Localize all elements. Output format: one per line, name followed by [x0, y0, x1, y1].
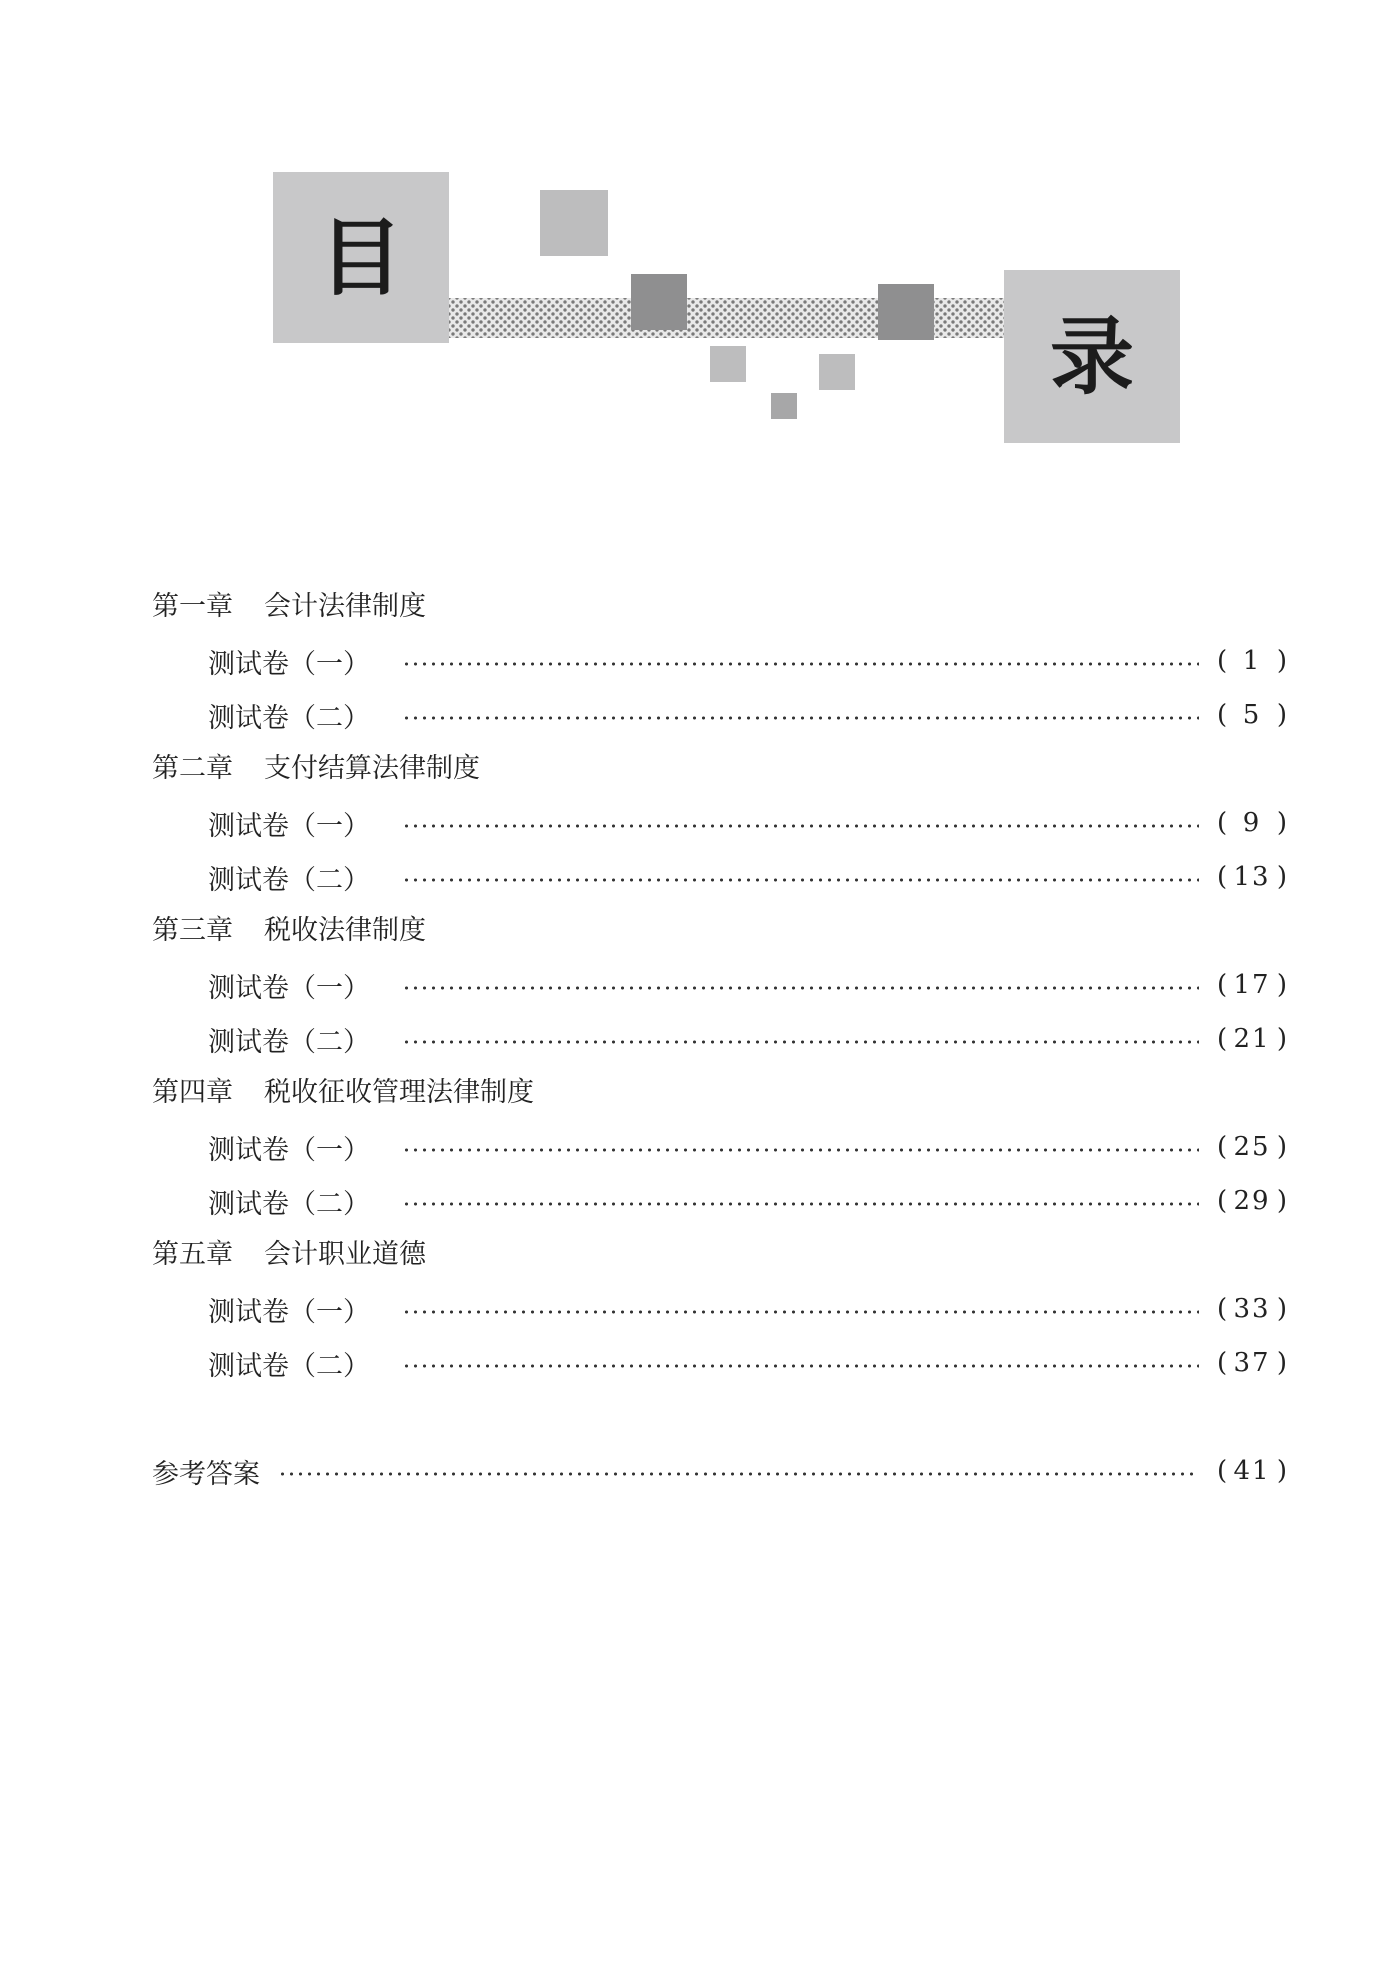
deco-square-3 [878, 284, 934, 340]
dot-leader [402, 662, 1199, 666]
dot-leader [402, 986, 1199, 990]
chapter-title: 税收法律制度 [264, 915, 426, 946]
toc-entry-3-2[interactable] [152, 1012, 1287, 1066]
page-number: ( 37 ) [1217, 1348, 1287, 1378]
dot-leader [402, 824, 1199, 828]
chapter-heading-3 [152, 904, 1287, 958]
entry-label: 参考答案 [152, 1458, 260, 1490]
chapter-number: 第二章 [152, 753, 233, 784]
page-number: ( 1 ) [1217, 646, 1287, 676]
dot-leader [278, 1472, 1199, 1476]
entry-label: 测试卷（二） [208, 864, 370, 896]
title-char-right: 录 [1049, 307, 1134, 406]
chapter-number: 第四章 [152, 1077, 233, 1108]
toc-entry-4-2[interactable] [152, 1174, 1287, 1228]
entry-label: 测试卷（二） [208, 702, 370, 734]
toc-entry-4-1[interactable] [152, 1120, 1287, 1174]
entry-label: 测试卷（一） [208, 648, 370, 680]
title-block-right [1004, 270, 1180, 443]
deco-square-2 [631, 274, 687, 330]
dot-leader [402, 878, 1199, 882]
page-number: ( 9 ) [1217, 808, 1287, 838]
dot-leader [402, 1202, 1199, 1206]
spacer [152, 1390, 1287, 1444]
chapter-title: 税收征收管理法律制度 [264, 1077, 534, 1108]
chapter-title: 会计法律制度 [264, 591, 426, 622]
page-number: ( 21 ) [1217, 1024, 1287, 1054]
chapter-number: 第五章 [152, 1239, 233, 1270]
dot-leader [402, 1364, 1199, 1368]
entry-label: 测试卷（一） [208, 810, 370, 842]
deco-square-1 [540, 190, 608, 256]
page-number: ( 5 ) [1217, 700, 1287, 730]
chapter-heading-2 [152, 742, 1287, 796]
toc-entry-2-2[interactable] [152, 850, 1287, 904]
toc-entry-5-1[interactable] [152, 1282, 1287, 1336]
toc-entry-answers[interactable] [152, 1444, 1287, 1498]
chapter-number: 第一章 [152, 591, 233, 622]
page-number: ( 29 ) [1217, 1186, 1287, 1216]
chapter-title: 会计职业道德 [264, 1239, 426, 1270]
chapter-title: 支付结算法律制度 [264, 753, 480, 784]
page-number: ( 25 ) [1217, 1132, 1287, 1162]
entry-label: 测试卷（一） [208, 1296, 370, 1328]
deco-square-5 [819, 354, 855, 390]
page-number: ( 33 ) [1217, 1294, 1287, 1324]
toc-entry-5-2[interactable] [152, 1336, 1287, 1390]
deco-square-6 [771, 393, 797, 419]
dot-leader [402, 1040, 1199, 1044]
page-number: ( 17 ) [1217, 970, 1287, 1000]
entry-label: 测试卷（二） [208, 1188, 370, 1220]
entry-label: 测试卷（二） [208, 1026, 370, 1058]
dot-leader [402, 1148, 1199, 1152]
toc-entry-1-1[interactable] [152, 634, 1287, 688]
title-block-left [273, 172, 449, 343]
chapter-number: 第三章 [152, 915, 233, 946]
chapter-heading-5 [152, 1228, 1287, 1282]
title-char-left: 目 [318, 208, 403, 307]
toc-entry-2-1[interactable] [152, 796, 1287, 850]
page-number: ( 13 ) [1217, 862, 1287, 892]
page-number: ( 41 ) [1217, 1456, 1287, 1486]
toc-entry-1-2[interactable] [152, 688, 1287, 742]
entry-label: 测试卷（二） [208, 1350, 370, 1382]
dot-leader [402, 1310, 1199, 1314]
chapter-heading-4 [152, 1066, 1287, 1120]
chapter-heading-1 [152, 580, 1287, 634]
entry-label: 测试卷（一） [208, 1134, 370, 1166]
toc-header [0, 0, 1398, 460]
table-of-contents [152, 580, 1287, 1498]
toc-entry-3-1[interactable] [152, 958, 1287, 1012]
dot-leader [402, 716, 1199, 720]
entry-label: 测试卷（一） [208, 972, 370, 1004]
deco-square-4 [710, 346, 746, 382]
